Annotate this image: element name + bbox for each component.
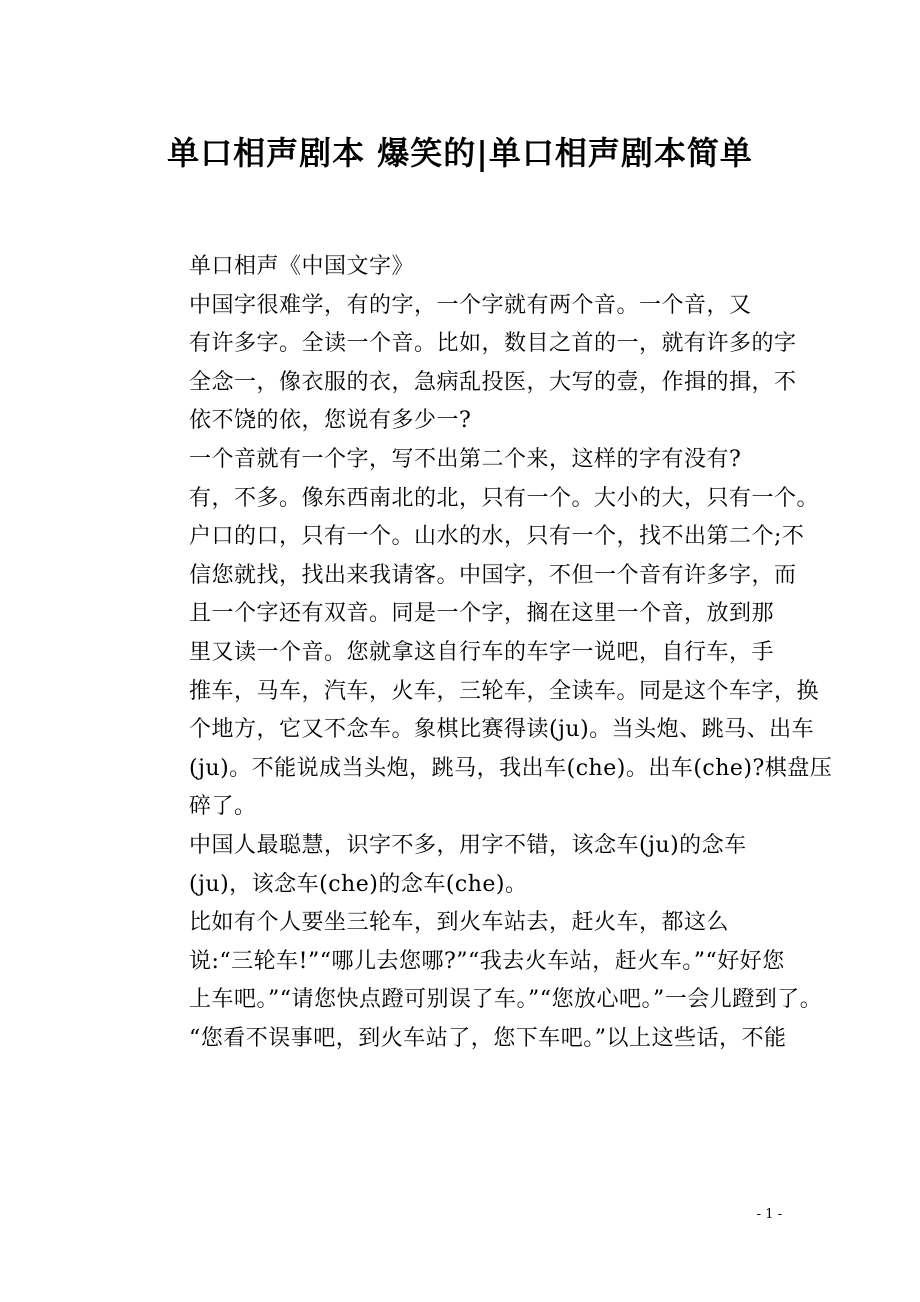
document-body (139, 248, 833, 1058)
paragraph (139, 904, 823, 1058)
paragraph-line: 依不饶的依，您说有多少一? (189, 408, 472, 434)
paragraph-line: 且一个字还有双音。同是一个字，搁在这里一个音，放到那 (189, 601, 775, 627)
paragraph-line: 有许多字。全读一个音。比如，数目之首的一，就有许多的字 (189, 331, 797, 357)
page-number: - 1 - (756, 1207, 782, 1222)
paragraph-line: “您看不误事吧，到火车站了，您下车吧。”以上这些话，不能 (189, 1025, 787, 1051)
paragraph (139, 827, 789, 904)
paragraph-line: 信您就找，找出来我请客。中国字，不但一个音有许多字，而 (189, 562, 797, 588)
section-subtitle: 单口相声《中国文字》 (189, 254, 415, 279)
paragraph (139, 441, 833, 827)
paragraph-line: 碎了。 (189, 794, 257, 820)
paragraph-line: 全念一，像衣服的衣，急病乱投医，大写的壹，作揖的揖，不 (189, 369, 797, 395)
paragraph-line: 户口的口，只有一个。山水的水，只有一个，找不出第二个;不 (189, 524, 805, 550)
paragraph-line: (ju)。不能说成当头炮，跳马，我出车(che)。出车(che)?棋盘压 (189, 755, 833, 781)
document-title: 单口相声剧本 爆笑的|单口相声剧本简单 (167, 134, 753, 172)
paragraph-line: (ju)，该念车(che)的念车(che)。 (189, 871, 528, 897)
paragraph-line: 推车，马车，汽车，火车，三轮车，全读车。同是这个车字，换 (189, 678, 820, 704)
paragraph-line: 一个音就有一个字，写不出第二个来，这样的字有没有? (189, 446, 742, 472)
paragraph-line: 个地方，它又不念车。象棋比赛得读(ju)。当头炮、跳马、出车 (189, 717, 815, 743)
paragraph (139, 287, 797, 441)
paragraph-list (139, 287, 833, 1059)
paragraph-line: 比如有个人要坐三轮车，到火车站去，赶火车，都这么 (189, 910, 730, 936)
paragraph-line: 有，不多。像东西南北的北，只有一个。大小的大，只有一个。 (189, 485, 820, 511)
paragraph-line: 说:“三轮车!”“哪儿去您哪?”“我去火车站，赶火车。”“好好您 (189, 948, 785, 974)
paragraph-line: 中国人最聪慧，识字不多，用字不错，该念车(ju)的念车 (189, 832, 747, 858)
paragraph-line: 里又读一个音。您就拿这自行车的车字一说吧，自行车，手 (189, 639, 775, 665)
paragraph-line: 中国字很难学，有的字，一个字就有两个音。一个音，又 (189, 292, 752, 318)
paragraph-line: 上车吧。”“请您快点蹬可别误了车。”“您放心吧。”一会儿蹬到了。 (189, 987, 823, 1013)
